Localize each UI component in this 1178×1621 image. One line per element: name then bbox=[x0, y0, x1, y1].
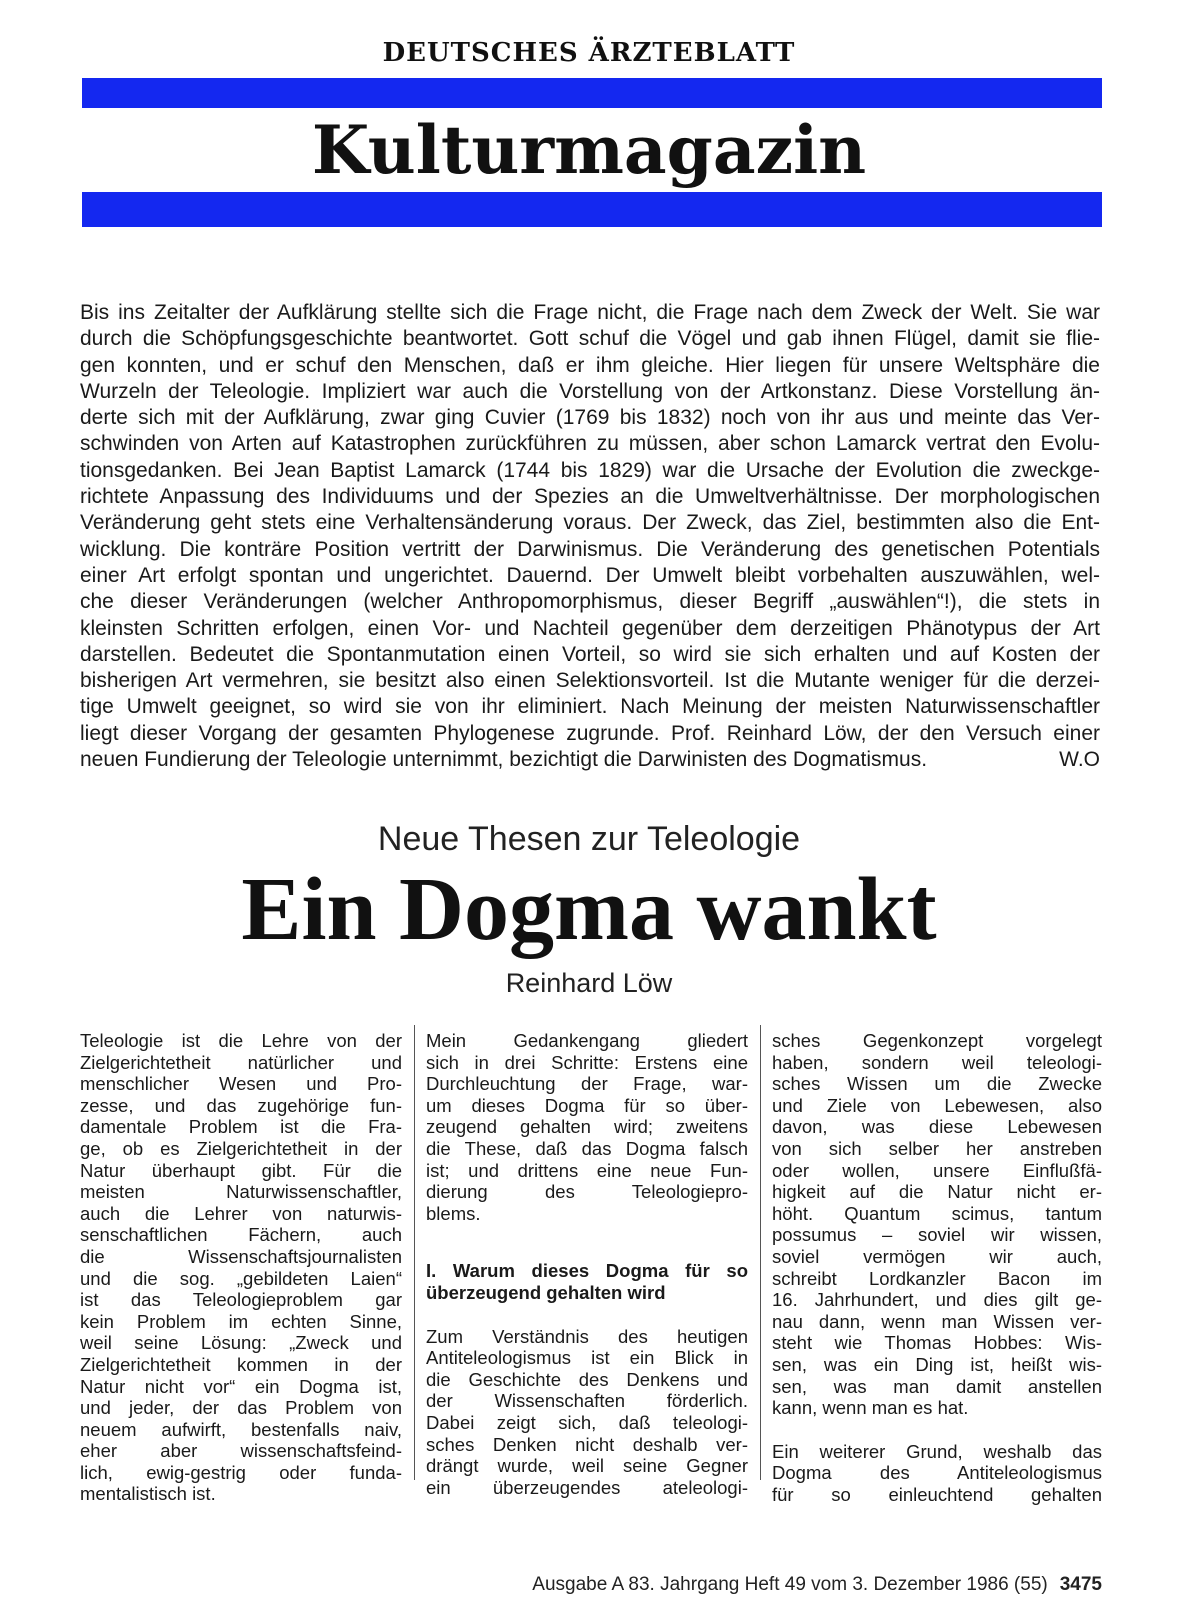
text-line: zeugend gehalten wird; zweitens bbox=[426, 1116, 748, 1138]
masthead-bar-bottom bbox=[82, 192, 1102, 227]
text-line: meisten Naturwissenschaftler, bbox=[80, 1181, 402, 1203]
text-line: schreibt Lordkanzler Bacon im bbox=[772, 1267, 1102, 1289]
text-line: eher aber wissenschaftsfeind- bbox=[80, 1440, 402, 1462]
column-divider bbox=[760, 1025, 761, 1480]
column-2-intro bbox=[426, 1030, 748, 1224]
text-line: ein überzeugendes ateleologi- bbox=[426, 1476, 748, 1498]
text-line: derte sich mit der Aufklärung, zwar ging Cuvier (1769 bis 1832) noch von ihr aus und meinte das Ver- bbox=[80, 406, 1100, 430]
text-line: tige Umwelt geeignet, so wird sie von ihr eliminiert. Nach Meinung der meisten Naturwissenschaftler bbox=[80, 695, 1100, 719]
text-line: higkeit auf die Natur nicht er- bbox=[772, 1181, 1102, 1203]
text-line: Mein Gedankengang gliedert bbox=[426, 1030, 748, 1051]
text-line: zesse, und das zugehörige fun- bbox=[80, 1094, 402, 1116]
text-line: höht. Quantum scimus, tantum bbox=[772, 1202, 1102, 1224]
page-number: 3475 bbox=[1059, 1574, 1102, 1595]
column-3-paragraph-2 bbox=[772, 1441, 1102, 1506]
text-line: einer Art erfolgt spontan und ungerichtet. Dauernd. Der Umwelt bleibt vorbehalten auszuwählen, wel- bbox=[80, 563, 1100, 587]
text-line: Natur überhaupt gibt. Für die bbox=[80, 1159, 402, 1181]
text-line: liegt dieser Vorgang der gesamten Phylogenese zugrunde. Prof. Reinhard Löw, der den Versuch einer bbox=[80, 721, 1100, 745]
text-line: sches Gegenkonzept vorgelegt bbox=[772, 1030, 1102, 1051]
article-kicker: Neue Thesen zur Teleologie bbox=[377, 820, 801, 858]
text-line: für so einleuchtend gehalten bbox=[772, 1483, 1102, 1505]
text-line: sen, was man damit anstellen bbox=[772, 1375, 1102, 1397]
text-line: senschaftlichen Fächern, auch bbox=[80, 1224, 402, 1246]
text-line: neuem aufwirft, bestenfalls naiv, bbox=[80, 1418, 402, 1440]
article-author: Reinhard Löw bbox=[505, 968, 673, 998]
text-line: ist; und drittens eine neue Fun- bbox=[426, 1159, 748, 1181]
column-3-paragraph-1 bbox=[772, 1030, 1102, 1419]
text-line: neuen Fundierung der Teleologie unternimmt, bezichtigt die Darwinisten des Dogmatismus. W.O bbox=[80, 747, 1100, 773]
text-line: ist das Teleologieproblem gar bbox=[80, 1289, 402, 1311]
text-line: ge, ob es Zielgerichtetheit in der bbox=[80, 1137, 402, 1159]
text-line: menschlicher Wesen und Pro- bbox=[80, 1073, 402, 1095]
article-column-1 bbox=[80, 1030, 402, 1505]
text-line: und Ziele von Lebewesen, also bbox=[772, 1094, 1102, 1116]
text-line: Bis ins Zeitalter der Aufklärung stellte sich die Frage nicht, die Frage nach dem Zweck der Welt. Sie war bbox=[80, 301, 1100, 324]
text-line: steht wie Thomas Hobbes: Wis- bbox=[772, 1332, 1102, 1354]
text-line: um dieses Dogma für so über- bbox=[426, 1094, 748, 1116]
section-title: Kulturmagazin bbox=[311, 111, 867, 189]
text-line: sches Wissen um die Zwecke bbox=[772, 1073, 1102, 1095]
text-line: possumus – soviel wir wissen, bbox=[772, 1224, 1102, 1246]
column-divider bbox=[414, 1025, 415, 1480]
text-line: kleinsten Schritten erfolgen, einen Vor- und Nachteil gegenüber dem derzeitigen Phänotypus der Art bbox=[80, 616, 1100, 640]
text-line: Durchleuchtung der Frage, war- bbox=[426, 1073, 748, 1095]
issue-info: Ausgabe A 83. Jahrgang Heft 49 vom 3. Dezember 1986 (55) bbox=[532, 1574, 1048, 1595]
text-line: die Wissenschaftsjournalisten bbox=[80, 1245, 402, 1267]
text-line: durch die Schöpfungsgeschichte beantwortet. Gott schuf die Vögel und gab ihnen Flügel, damit sie flie- bbox=[80, 327, 1100, 351]
text-line: dierung des Teleologiepro- bbox=[426, 1181, 748, 1203]
text-line: Veränderung geht stets eine Verhaltensänderung voraus. Der Zweck, das Ziel, bestimmten also die Ent- bbox=[80, 511, 1100, 535]
masthead-bar-top bbox=[82, 78, 1102, 108]
text-line: soviel vermögen wir auch, bbox=[772, 1245, 1102, 1267]
column-2-body bbox=[426, 1326, 748, 1499]
text-line: damentale Problem ist die Fra- bbox=[80, 1116, 402, 1138]
text-line: Zielgerichtetheit natürlicher und bbox=[80, 1051, 402, 1073]
article-headline: Ein Dogma wankt bbox=[241, 860, 937, 959]
section-subheading bbox=[426, 1260, 748, 1303]
page-footer bbox=[532, 1574, 1102, 1596]
text-line: lich, ewig-gestrig oder funda- bbox=[80, 1461, 402, 1483]
text-line: Teleologie ist die Lehre von der bbox=[80, 1030, 402, 1051]
text-line: auch die Lehrer von naturwis- bbox=[80, 1202, 402, 1224]
text-line: und die sog. „gebildeten Laien“ bbox=[80, 1267, 402, 1289]
text-line: Dogma des Antiteleologismus bbox=[772, 1462, 1102, 1484]
text-line: von sich selber her anstreben bbox=[772, 1137, 1102, 1159]
text-line: 16. Jahrhundert, und dies gilt ge- bbox=[772, 1289, 1102, 1311]
text-line: davon, was diese Lebewesen bbox=[772, 1116, 1102, 1138]
text-line: blems. bbox=[426, 1202, 481, 1224]
text-line: Dabei zeigt sich, daß teleologi- bbox=[426, 1411, 748, 1433]
text-line: die These, daß das Dogma falsch bbox=[426, 1137, 748, 1159]
text-line: oder wollen, unsere Einflußfä- bbox=[772, 1159, 1102, 1181]
author-signature: W.O bbox=[1059, 748, 1100, 772]
text-line: tionsgedanken. Bei Jean Baptist Lamarck (1744 bis 1829) war die Ursache der Evolution die zweckge- bbox=[80, 458, 1100, 482]
text-line: Zum Verständnis des heutigen bbox=[426, 1325, 748, 1347]
text-line: Wurzeln der Teleologie. Impliziert war auch die Vorstellung von der Artkonstanz. Diese Vorstellung än- bbox=[80, 379, 1100, 403]
text-line: weil seine Lösung: „Zweck und bbox=[80, 1332, 402, 1354]
text-line: drängt wurde, weil seine Gegner bbox=[426, 1455, 748, 1477]
article-column-3 bbox=[772, 1030, 1102, 1505]
text-line: und jeder, der das Problem von bbox=[80, 1397, 402, 1419]
text-line: haben, sondern weil teleologi- bbox=[772, 1051, 1102, 1073]
text-line: mentalistisch ist. bbox=[80, 1483, 216, 1505]
text-line: darstellen. Bedeutet die Spontanmutation einen Vorteil, so wird sie sich erhalten und auf Kosten der bbox=[80, 642, 1100, 666]
intro-paragraph bbox=[80, 300, 1100, 773]
text-line: Zielgerichtetheit kommen in der bbox=[80, 1353, 402, 1375]
text-line: Ein weiterer Grund, weshalb das bbox=[772, 1440, 1102, 1462]
text-line: che dieser Veränderungen (welcher Anthropomorphismus, dieser Begriff „auswählen“!), die stets in bbox=[80, 590, 1100, 614]
text-line: kann, wenn man es hat. bbox=[772, 1397, 969, 1419]
publication-title: DEUTSCHES ÄRZTEBLATT bbox=[382, 38, 796, 68]
text-line: überzeugend gehalten wird bbox=[426, 1281, 666, 1303]
text-line: nau dann, wenn man Wissen ver- bbox=[772, 1310, 1102, 1332]
text-line: richtete Anpassung des Individuums und der Spezies an die Umweltverhältnisse. Der morphologischen bbox=[80, 485, 1100, 509]
text-line: bisherigen Art vermehren, sie besitzt also einen Selektionsvorteil. Ist die Mutante weniger für die derzei- bbox=[80, 669, 1100, 693]
text-line: I. Warum dieses Dogma für so bbox=[426, 1260, 748, 1282]
text-line: sches Denken nicht deshalb ver- bbox=[426, 1433, 748, 1455]
text-line: wicklung. Die konträre Position vertritt der Darwinismus. Die Veränderung des genetischen Potentials bbox=[80, 537, 1100, 561]
article-column-2 bbox=[426, 1030, 748, 1498]
text-line: sen, was ein Ding ist, heißt wis- bbox=[772, 1353, 1102, 1375]
text-line: Natur nicht vor“ ein Dogma ist, bbox=[80, 1375, 402, 1397]
text-line: die Geschichte des Denkens und bbox=[426, 1368, 748, 1390]
text-line: gen konnten, und er schuf den Menschen, daß er ihm gleiche. Hier liegen für unsere Weltsphäre die bbox=[80, 353, 1100, 377]
text-line: der Wissenschaften förderlich. bbox=[426, 1390, 748, 1412]
text-line: sich in drei Schritte: Erstens eine bbox=[426, 1051, 748, 1073]
text-line: Antiteleologismus ist ein Blick in bbox=[426, 1347, 748, 1369]
text-line: schwinden von Arten auf Katastrophen zurückführen zu müssen, aber schon Lamarck vertrat den Evolu- bbox=[80, 432, 1100, 456]
text-line: kein Problem im echten Sinne, bbox=[80, 1310, 402, 1332]
